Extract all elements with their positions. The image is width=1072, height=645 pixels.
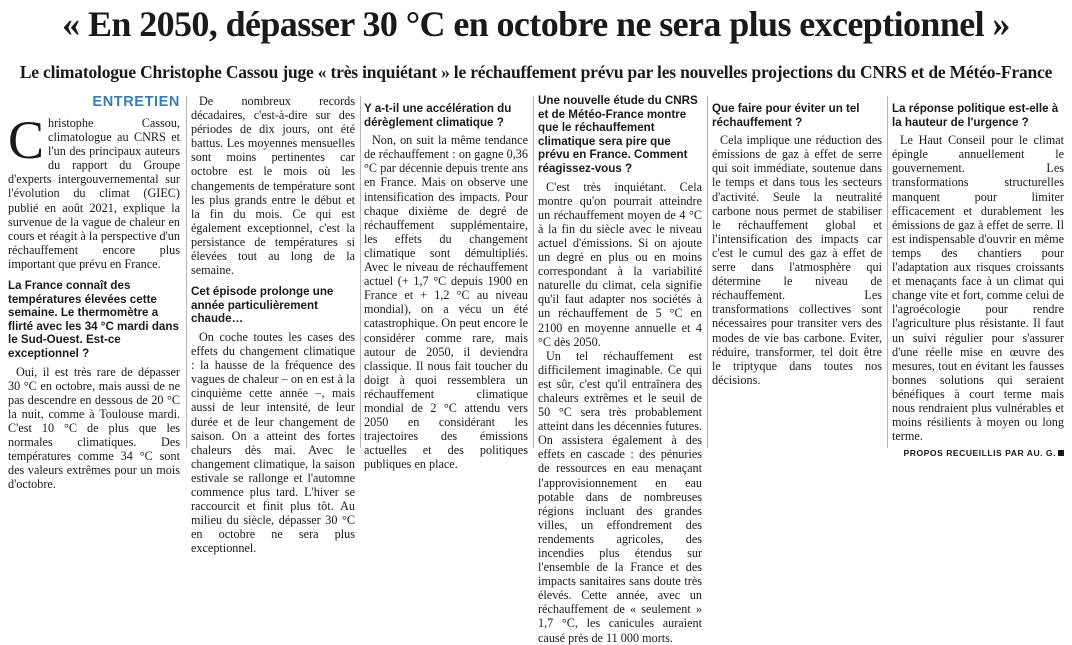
question-1: La France connaît des températures élevées cette semaine. Le thermomètre a flirté avec les 34 °C mardi dans le Sud-Ouest. Est-ce exceptionnel ? — [8, 279, 179, 360]
column-1 — [8, 94, 180, 492]
answer-1-p2: De nombreux records décadaires, c'est-à-dire sur des périodes de dix jours, ont été battus. Les moyennes mensuelles sont moins pertinentes car octobre est le mois où les changements de température sont les plus grands entre le début et la fin du mois. Ce qui est également exceptionnel, c'est la persistance de températures si élevées tout au long de la semaine. — [191, 94, 355, 278]
column-3 — [364, 80, 528, 472]
answer-1-p1: Oui, il est très rare de dépasser 30 °C en octobre, mais aussi de ne pas descendre en dessous de 20 °C la nuit, comme à Toulouse mardi. C'est 10 °C de plus que les normales climatiques. Des températures comme 34 °C sont des valeurs extrêmes pour un mois d'octobre. — [8, 364, 180, 492]
answer-4-p1: C'est très inquiétant. Cela montre qu'on pourrait atteindre un réchauffement moyen de 4 °C à la fin du siècle avec le niveau actuel d'émissions. Si on ajoute un degré en plus ou en moins correspondant à la variabilité naturelle du climat, cela signifie qu'il faut adapter nos sociétés à un réchauffement de 5 °C en 2100 en moyenne annuelle et 4 °C dès 2050. — [538, 179, 702, 349]
column-6 — [892, 80, 1064, 459]
byline-signature — [892, 446, 1064, 460]
column-divider — [707, 96, 708, 448]
section-kicker: ENTRETIEN — [92, 94, 180, 110]
answer-6-p1: Le Haut Conseil pour le climat épingle annuellement le gouvernement. Les transformations structurelles manquent pour limiter efficacement et durablement les émissions de gaz à effet de serre. Il est indispensable d'ouvrir en même temps des chantiers pour l'adaptation aux risques croissants et menaçants face à un climat qui change vite et fort, comme celui de l'agroécologie pour rendre l'agriculture plus résistante. Il faut un suivi régulier pour s'assurer d'une réelle mise en œuvre des mesures, tout en évitant les fausses bonnes solutions qui seraient bénéfiques à court terme mais nous rendraient plus vulnérables et moins résilients à moyen ou long terme. — [892, 133, 1064, 444]
question-4: Une nouvelle étude du CNRS et de Météo-France montre que le réchauffement climatique sera pire que prévu en France. Comment réagissez-vous ? — [538, 94, 698, 175]
intro-paragraph — [8, 110, 180, 271]
answer-3-p1: Non, on suit la même tendance de réchauffement : on gagne 0,36 °C par décennie depuis trente ans en France. Mais on observe une intensification des impacts. Pour chaque dixième de degré de réchauffement supplémentaire, les effets du changement climatique sont démultipliés. Avec le niveau de réchauffement actuel (+ 1,7 °C depuis 1900 en France et + 1,2 °C au niveau mondial), on a vécu un été catastrophique. On peut encore le considérer comme rare, mais autour de 2050, il deviendra classique. Il nous fait toucher du doigt à quoi ressemblera un réchauffement climatique mondial de 2 °C attendu vers 2050 en considérant les trajectoires des émissions actuelles et des politiques publiques en place. — [364, 133, 528, 472]
answer-4-p2: Un tel réchauffement est difficilement imaginable. Ce qui est sûr, c'est qu'il entraînera des chaleurs extrêmes et le seuil de 50 °C sera très probablement atteint dans les décennies futures. On assistera également à des effets en cascade : des pénuries de ressources en eau menaçant l'approvisionnement en eau potable dans de nombreuses régions incluant des grandes villes, un effondrement des rendements agricoles, des incendies plus étendus sur l'ensemble de la France et des impacts sanitaires sans doute très élevés. Cette année, avec un réchauffement de « seulement » 1,7 °C, les canicules auraient causé près de 11 000 morts. — [538, 348, 702, 645]
end-mark-icon — [1058, 450, 1064, 456]
column-4 — [538, 94, 702, 645]
subtitle: Le climatologue Christophe Cassou juge « très inquiétant » le réchauffement prévu par les nouvelles projections du CNRS et de Météo-France — [19, 62, 1053, 82]
column-divider — [186, 96, 187, 448]
signature-text: PROPOS RECUEILLIS PAR AU. G. — [903, 448, 1056, 459]
question-3: Y a-t-il une accélération du dérèglement climatique ? — [364, 102, 512, 129]
drop-cap: C — [8, 110, 45, 170]
question-2: Cet épisode prolonge une année particulièrement chaude… — [191, 285, 334, 326]
intro-text: hristophe Cassou, climatologue au CNRS et l'un des principaux auteurs du rapport du Groupe d'experts intergouvernemental sur l'évolution du climat (GIEC) publié en août 2021, explique la survenue de la vague de chaleur en cours et réagit à la perspective d'un réchauffement encore plus important que prévu en France. — [8, 116, 180, 271]
headline: « En 2050, dépasser 30 °C en octobre ne sera plus exceptionnel » — [62, 4, 1010, 44]
answer-2-p1: On coche toutes les cases des effets du changement climatique : la hausse de la fréquence des vagues de chaleur – on en est à la cinquième cette année –, mais aussi de leur intensité, de leur durée et de leur changement de saison. On a atteint des fortes chaleurs dès mai. Avec le changement climatique, la saison estivale se rallonge et l'automne commence plus tard. L'hiver se raccourcit et finit plus tôt. Au milieu du siècle, dépasser 30 °C en octobre ne sera plus exceptionnel. — [191, 330, 355, 556]
column-5 — [712, 80, 882, 450]
answer-5-p1: Cela implique une réduction des émissions de gaz à effet de serre qui soit immédiate, soutenue dans le temps et dans tous les secteurs d'activité. Seule la neutralité carbone nous permet de stabiliser le réchauffement global et l'intensification des impacts car c'est le cumul des gaz à effet de serre dans l'atmosphère qui détermine le niveau de réchauffement. Les transformations collectives sont nécessaires pour transiter vers des modes de vie bas carbone. Eviter, réduire, transformer, tel doit être le triptyque dans toutes nos décisions. — [712, 133, 882, 387]
question-5: Que faire pour éviter un tel réchauffement ? — [712, 102, 860, 129]
column-divider — [360, 96, 361, 448]
column-2 — [191, 94, 355, 556]
column-divider — [533, 96, 534, 448]
question-6: La réponse politique est-elle à la hauteur de l'urgence ? — [892, 102, 1059, 129]
column-divider — [887, 96, 888, 448]
